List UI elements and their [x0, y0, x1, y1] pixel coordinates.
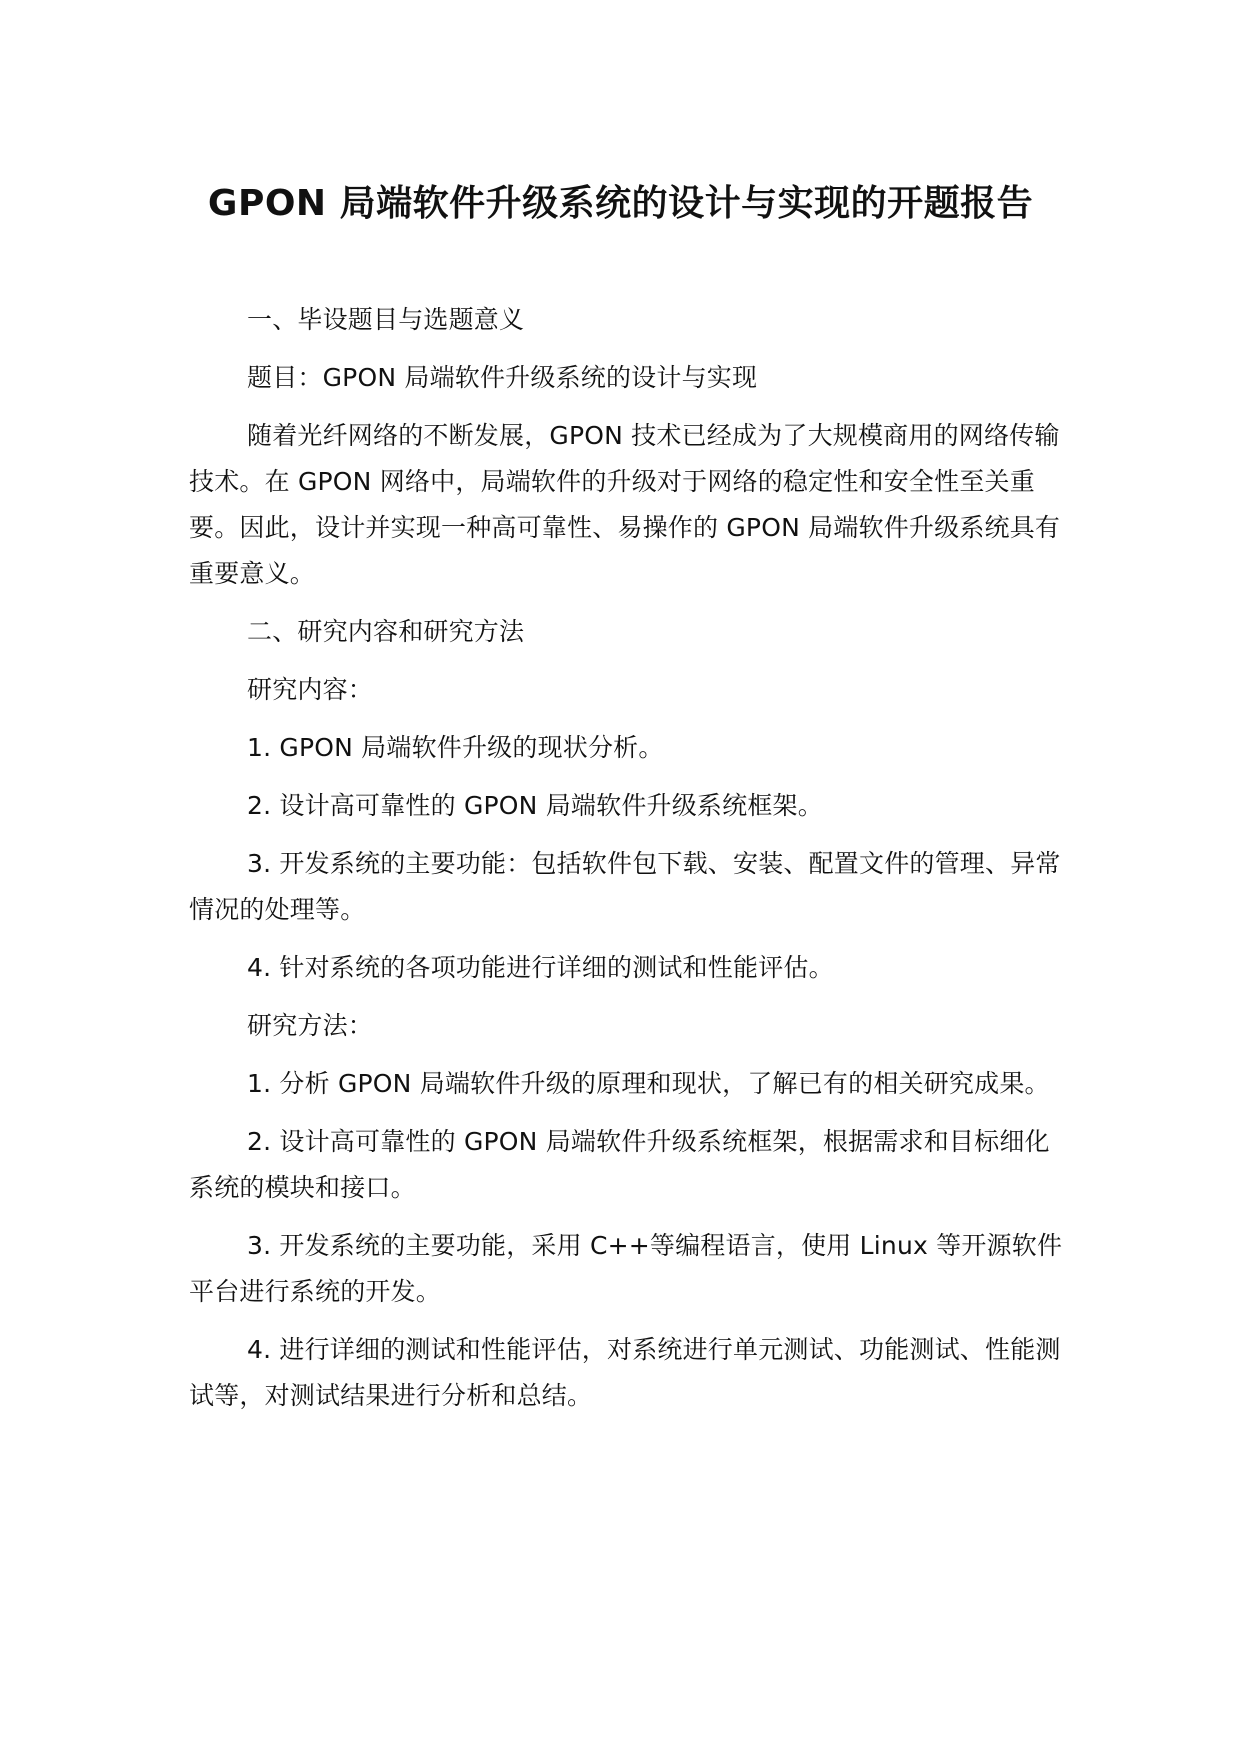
content-item-3: 3. 开发系统的主要功能：包括软件包下载、安装、配置文件的管理、异常情况的处理等。 — [189, 849, 1061, 924]
research-content-label: 研究内容： — [247, 675, 374, 704]
document-title: GPON 局端软件升级系统的设计与实现的开题报告 — [207, 183, 1034, 224]
section-heading-research: 二、研究内容和研究方法 — [247, 617, 525, 646]
research-method-label: 研究方法： — [247, 1011, 374, 1040]
content-item-2: 2. 设计高可靠性的 GPON 局端软件升级系统框架。 — [247, 791, 823, 820]
method-item-1: 1. 分析 GPON 局端软件升级的原理和现状，了解已有的相关研究成果。 — [247, 1069, 1050, 1098]
content-item-1: 1. GPON 局端软件升级的现状分析。 — [247, 733, 664, 762]
document-body — [189, 297, 1069, 1419]
section-heading-topic: 一、毕设题目与选题意义 — [247, 305, 525, 334]
content-item-4: 4. 针对系统的各项功能进行详细的测试和性能评估。 — [247, 953, 834, 982]
significance-paragraph: 随着光纤网络的不断发展，GPON 技术已经成为了大规模商用的网络传输技术。在 GPON 网络中，局端软件的升级对于网络的稳定性和安全性至关重要。因此，设计并实现一种高可靠性、易操作的 GPON 局端软件升级系统具有重要意义。 — [189, 421, 1061, 588]
method-item-2: 2. 设计高可靠性的 GPON 局端软件升级系统框架，根据需求和目标细化系统的模块和接口。 — [189, 1127, 1050, 1202]
method-item-4: 4. 进行详细的测试和性能评估，对系统进行单元测试、功能测试、性能测试等，对测试结果进行分析和总结。 — [189, 1335, 1061, 1410]
topic-line: 题目：GPON 局端软件升级系统的设计与实现 — [247, 363, 758, 392]
method-item-3: 3. 开发系统的主要功能，采用 C++等编程语言，使用 Linux 等开源软件平台进行系统的开发。 — [189, 1231, 1063, 1306]
